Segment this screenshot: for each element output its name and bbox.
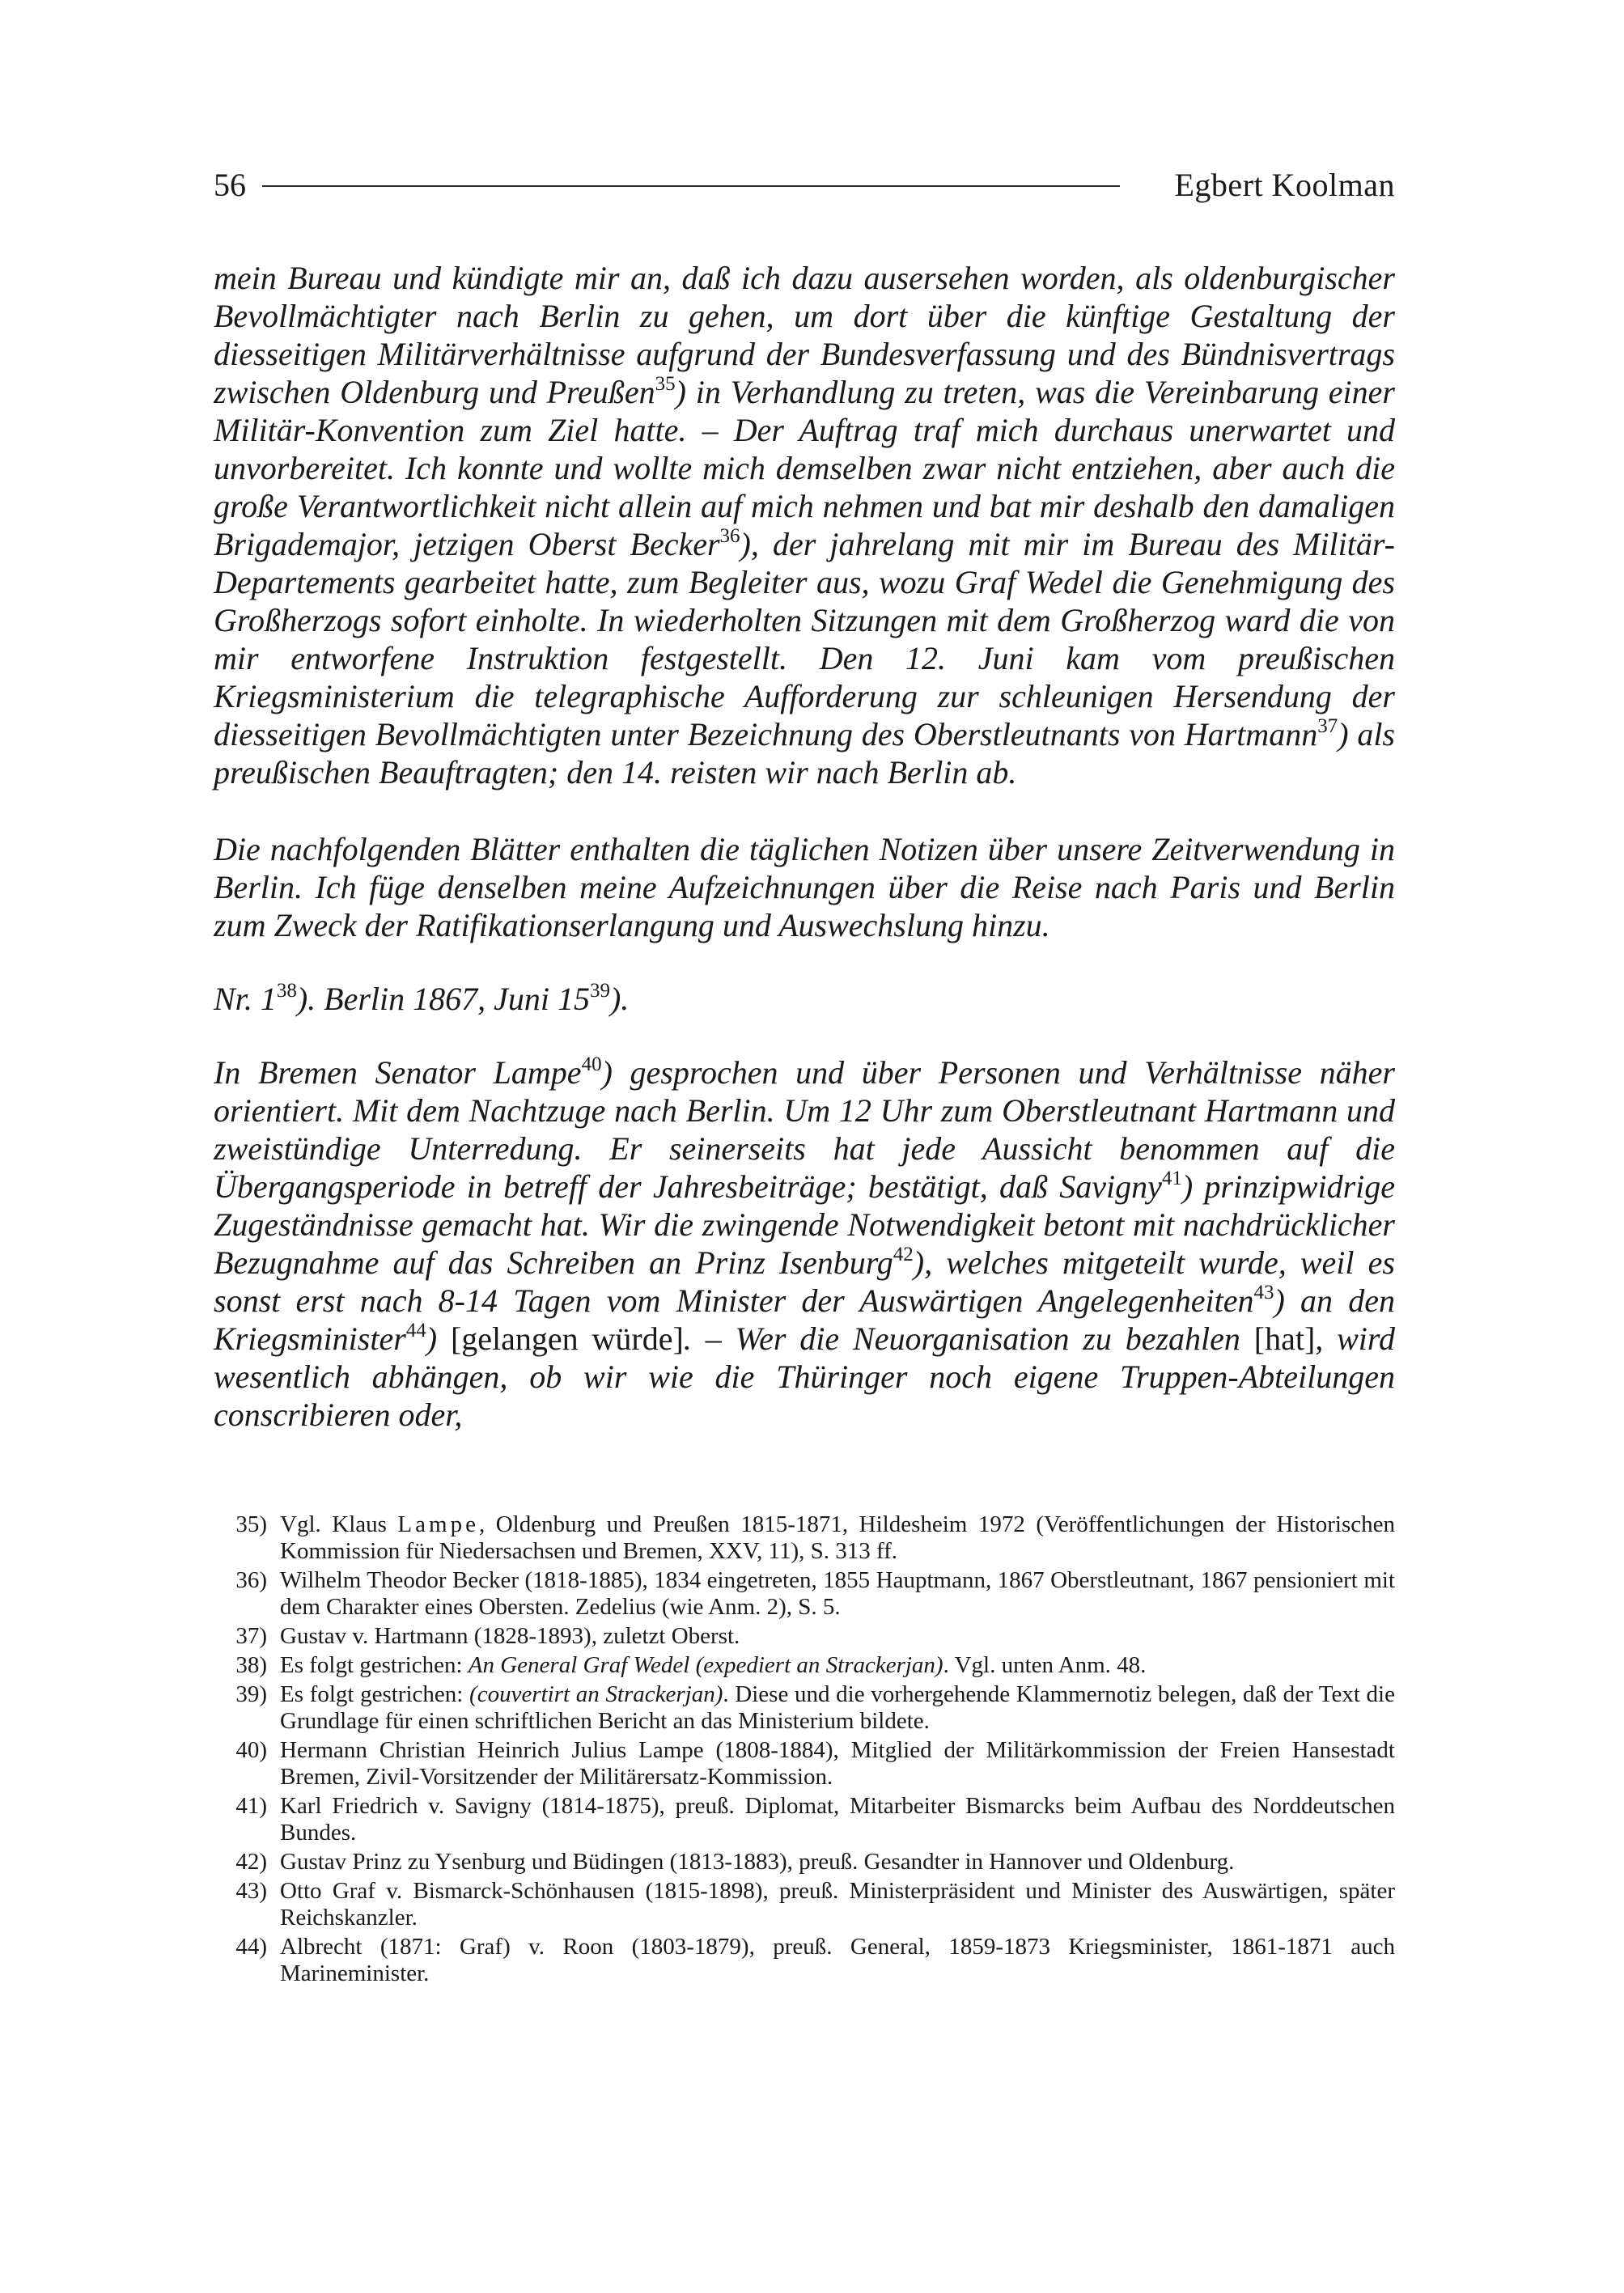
- running-header: [214, 162, 1395, 210]
- text-span: Nr. 1: [214, 981, 277, 1017]
- text-span: , wird wesentlich abhängen, ob wir wie die Thüringer noch eigene Truppen-Abteilungen conscribieren oder,: [214, 1320, 1395, 1433]
- text-span: Es folgt gestrichen:: [280, 1652, 469, 1678]
- footnote-42: [214, 1849, 1395, 1876]
- text-span: Vgl. Klaus: [280, 1511, 398, 1537]
- footnote-text: Gustav v. Hartmann (1828-1893), zuletzt Oberst.: [280, 1623, 740, 1649]
- footnote-40: [214, 1737, 1395, 1791]
- footnote-ref-35[interactable]: 35: [655, 373, 676, 395]
- main-text: [214, 259, 1395, 1473]
- footnote-36: [214, 1567, 1395, 1621]
- footnote-ref-43[interactable]: 43: [1253, 1282, 1274, 1303]
- text-span: ): [426, 1320, 451, 1357]
- footnote-ref-44[interactable]: 44: [405, 1320, 426, 1341]
- text-span: . Diese und die vorhergehende Klammernotiz belegen, daß der Text die Grundlage für einen schriftlichen Bericht an das Ministerium bildete.: [280, 1681, 1395, 1734]
- footnote-ref-42[interactable]: 42: [893, 1244, 914, 1265]
- running-author: Egbert Koolman: [1174, 167, 1395, 203]
- footnote-ref-40[interactable]: 40: [581, 1053, 602, 1075]
- footnote-text: Karl Friedrich v. Savigny (1814-1875), preuß. Diplomat, Mitarbeiter Bismarcks beim Aufbau des Norddeutschen Bundes.: [280, 1793, 1395, 1846]
- text-span: ) als preußischen Beauftragten; den 14. reisten wir nach Berlin ab.: [214, 716, 1395, 790]
- footnote-ref-41[interactable]: 41: [1161, 1168, 1182, 1189]
- text-span: ), welches mitgeteilt wurde, weil es sonst erst nach 8-14 Tagen vom Minister der Auswärtigen Angelegenheiten: [214, 1244, 1395, 1319]
- footnote-number: 40): [235, 1737, 267, 1763]
- text-span: mein Bureau und kündigte mir an, daß ich dazu ausersehen worden, als oldenburgischer Bevollmächtigter nach Berlin zu gehen, um dort über die künftige Gestaltung der diesseitigen Militärverhältnisse aufgrund der Bundesverfassung und des Bündnisvertrags zwischen Oldenburg und Preußen: [214, 260, 1395, 410]
- footnote-38: [214, 1652, 1395, 1679]
- italic-quote: An General Graf Wedel (expediert an Strackerjan): [468, 1652, 943, 1678]
- footnote-text: [280, 1652, 1395, 1679]
- paragraph-3: [214, 1053, 1395, 1434]
- text-span: ), der jahrelang mit mir im Bureau des Militär-Departements gearbeitet hatte, zum Begleiter aus, wozu Graf Wedel die Genehmigung des Großherzogs sofort einholte. In wiederholten Sitzungen mit dem Großherzog ward die von mir entworfene Instruktion festgestellt. Den 12. Juni kam vom preußischen Kriegsministerium die telegraphische Aufforderung zur schleunigen Hersendung der diesseitigen Bevollmächtigten unter Bezeichnung des Oberstleutnants von Hartmann: [214, 526, 1395, 752]
- page-number: 56: [214, 167, 246, 203]
- footnote-number: 41): [235, 1793, 267, 1819]
- footnote-text: Hermann Christian Heinrich Julius Lampe (1808-1884), Mitglied der Militärkommission der Freien Hansestadt Bremen, Zivil-Vorsitzender der Militärersatz-Kommission.: [280, 1737, 1395, 1790]
- footnote-text: Wilhelm Theodor Becker (1818-1885), 1834 eingetreten, 1855 Hauptmann, 1867 Oberstleutnant, 1867 pensioniert mit dem Charakter eines Obersten. Zedelius (wie Anm. 2), S. 5.: [280, 1567, 1395, 1620]
- footnote-ref-37[interactable]: 37: [1317, 715, 1338, 737]
- footnote-number: 36): [235, 1567, 267, 1593]
- text-span: ) gesprochen und über Personen und Verhältnisse näher orientiert. Mit dem Nachtzuge nach Berlin. Um 12 Uhr zum Oberstleutnant Hartmann und zweistündige Unterredung. Er seinerseits hat jede Aussicht benommen auf die Übergangsperiode in betreff der Jahresbeiträge; bestätigt, daß Savigny: [214, 1054, 1395, 1205]
- text-span: ) an den Kriegsminister: [214, 1282, 1396, 1357]
- footnote-number: 37): [235, 1623, 267, 1649]
- text-span: ). Berlin 1867, Juni 15: [296, 981, 590, 1017]
- header-rule: [262, 185, 1120, 187]
- text-span: ) prinzipwidrige Zugeständnisse gemacht hat. Wir die zwingende Notwendigkeit betont mit nachdrücklicher Bezugnahme auf das Schreiben an Prinz Isenburg: [214, 1168, 1396, 1281]
- footnote-text: Albrecht (1871: Graf) v. Roon (1803-1879), preuß. General, 1859-1873 Kriegsminister, 1861-1871 auch Marineminister.: [280, 1934, 1395, 1986]
- text-span: . – Wer die Neuorganisation zu bezahlen: [683, 1320, 1254, 1357]
- footnote-ref-36[interactable]: 36: [719, 525, 740, 547]
- editorial-insertion: [gelangen würde]: [450, 1320, 684, 1357]
- entry-heading: [214, 980, 1395, 1018]
- footnote-37: [214, 1623, 1395, 1650]
- text-span: ).: [609, 981, 630, 1017]
- italic-quote: (couvertirt an Strackerjan): [469, 1681, 723, 1707]
- editorial-insertion: [hat]: [1253, 1320, 1316, 1357]
- footnote-number: 43): [235, 1878, 267, 1904]
- footnote-text: [280, 1681, 1395, 1735]
- text-span: ) in Verhandlung zu treten, was die Vereinbarung einer Militär-Konvention zum Ziel hatte. – Der Auftrag traf mich durchaus unerwartet und unvorbereitet. Ich konnte und wollte mich demselben zwar nicht entziehen, aber auch die große Verantwortlichkeit nicht allein auf mich nehmen und bat mir deshalb den damaligen Brigademajor, jetzigen Oberst Becker: [214, 374, 1395, 562]
- paragraph-1: [214, 259, 1395, 791]
- footnote-number: 44): [235, 1934, 267, 1960]
- footnote-ref-39[interactable]: 39: [589, 980, 610, 1002]
- footnotes: [214, 1511, 1395, 1990]
- paragraph-2: Die nachfolgenden Blätter enthalten die täglichen Notizen über unsere Zeitverwendung in Berlin. Ich füge denselben meine Aufzeichnungen über die Reise nach Paris und Berlin zum Zweck der Ratifikationserlangung und Auswechslung hinzu.: [214, 831, 1395, 943]
- footnote-number: 38): [235, 1652, 267, 1678]
- footnote-35: [214, 1511, 1395, 1565]
- footnote-39: [214, 1681, 1395, 1735]
- footnote-number: 42): [235, 1849, 267, 1875]
- text-span: , Oldenburg und Preußen 1815-1871, Hildesheim 1972 (Veröffentlichungen der Historischen Kommission für Niedersachsen und Bremen, XXV, 11), S. 313 ff.: [280, 1511, 1395, 1564]
- footnote-number: 35): [235, 1511, 267, 1537]
- footnote-44: [214, 1934, 1395, 1987]
- footnote-41: [214, 1793, 1395, 1846]
- text-span: In Bremen Senator Lampe: [214, 1054, 582, 1091]
- footnote-43: [214, 1878, 1395, 1931]
- spaced-name: Lampe: [397, 1511, 479, 1537]
- footnote-text: Gustav Prinz zu Ysenburg und Büdingen (1813-1883), preuß. Gesandter in Hannover und Oldenburg.: [280, 1849, 1235, 1875]
- footnote-text: [280, 1511, 1395, 1565]
- text-span: Es folgt gestrichen:: [280, 1681, 470, 1707]
- footnote-number: 39): [235, 1681, 267, 1707]
- text-span: . Vgl. unten Anm. 48.: [943, 1652, 1147, 1678]
- footnote-ref-38[interactable]: 38: [276, 980, 297, 1002]
- footnote-text: Otto Graf v. Bismarck-Schönhausen (1815-1898), preuß. Ministerpräsident und Minister des Auswärtigen, später Reichskanzler.: [280, 1878, 1395, 1931]
